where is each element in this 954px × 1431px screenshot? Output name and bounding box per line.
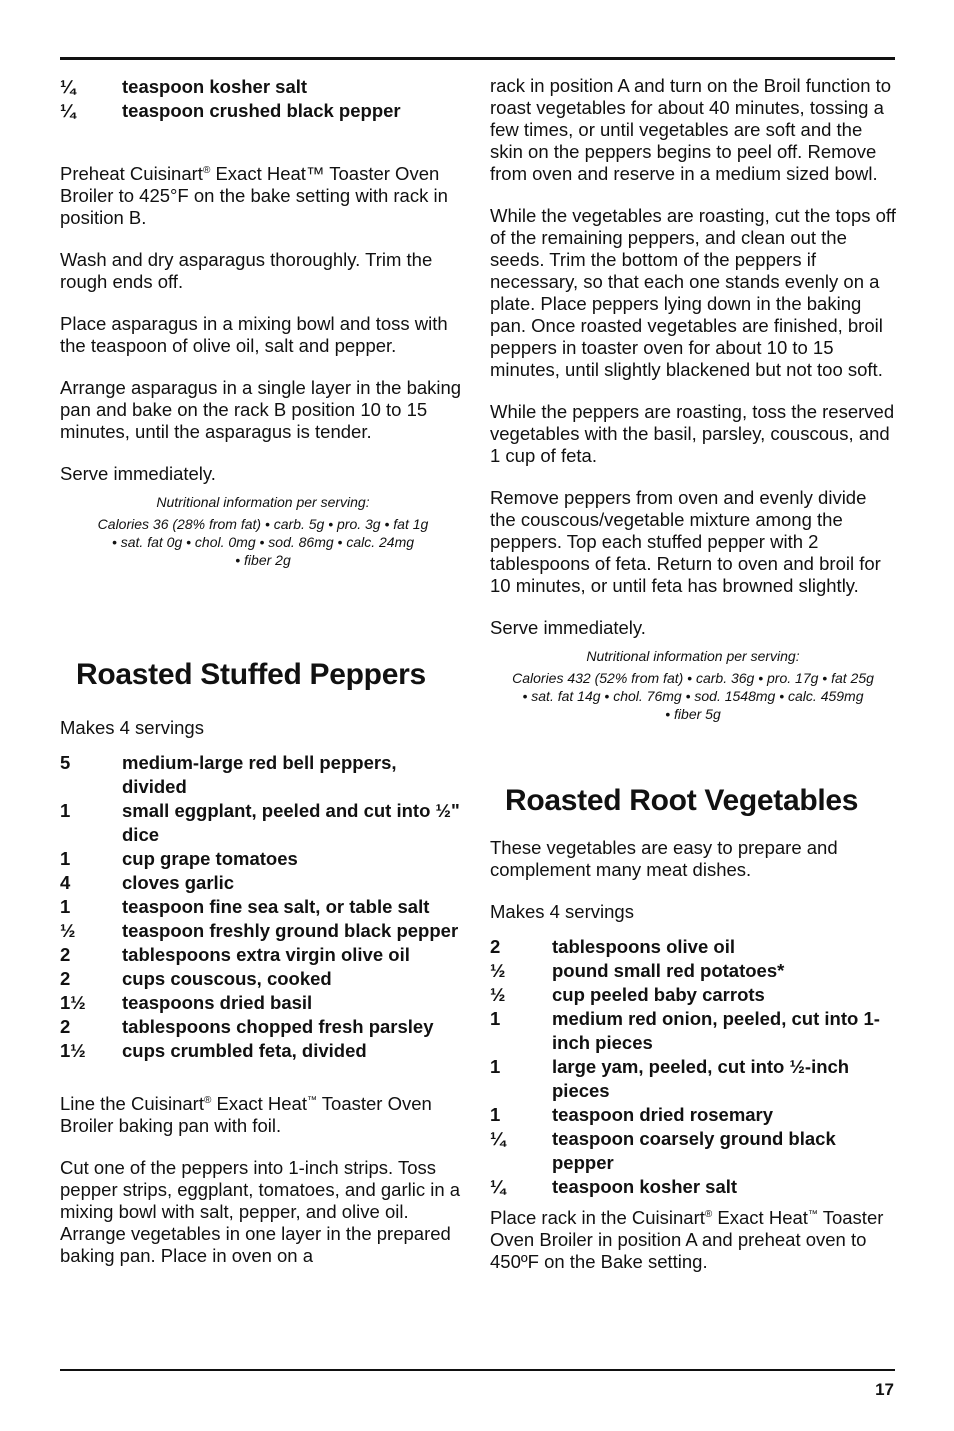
ingredient-text: cups couscous, cooked — [122, 968, 332, 989]
nutrition-line: • fiber 5g — [665, 706, 721, 722]
recipe-title-stuffed-peppers: Roasted Stuffed Peppers — [76, 658, 426, 691]
step-text: Preheat Cuisinart — [60, 163, 203, 184]
ingredient-text: teaspoon coarsely ground black pepper — [552, 1128, 836, 1173]
ingredient-qty: 5 — [60, 752, 71, 773]
ingredient-row — [60, 75, 466, 99]
asparagus-ingredient-list — [60, 75, 466, 123]
left-column — [60, 75, 466, 1267]
step-text: Place rack in the Cuisinart — [490, 1207, 705, 1228]
ingredient-text: cup peeled baby carrots — [552, 984, 765, 1005]
peppers-ingredient-list — [60, 751, 466, 1063]
ingredient-text: cup grape tomatoes — [122, 848, 298, 869]
ingredient-row — [490, 983, 896, 1007]
step-text: Exact Heat — [712, 1207, 808, 1228]
ingredient-text: large yam, peeled, cut into ½-inch pieces — [552, 1056, 850, 1101]
ingredient-row — [490, 1103, 896, 1127]
ingredient-qty: 1 — [60, 896, 71, 917]
ingredient-row — [60, 847, 466, 871]
ingredient-text: small eggplant, peeled and cut into ½" dice — [122, 800, 460, 845]
ingredient-row — [60, 751, 466, 799]
ingredient-text: pound small red potatoes* — [552, 960, 785, 981]
ingredient-row — [490, 935, 896, 959]
registered-mark: ® — [202, 164, 211, 176]
nutrition-heading: Nutritional information per serving: — [586, 648, 800, 664]
step-text: Exact Heat — [211, 1093, 307, 1114]
step-text: Toaster Oven Broiler in position A and preheat oven to 450ºF on the Bake setting. — [490, 1207, 884, 1272]
ingredient-qty: ¼ — [60, 100, 76, 121]
ingredient-row — [60, 967, 466, 991]
ingredient-row — [60, 991, 466, 1015]
step-text: Toaster Oven Broiler baking pan with foil. — [60, 1093, 432, 1136]
registered-mark: ® — [203, 1094, 212, 1106]
servings-text: Makes 4 servings — [490, 901, 634, 922]
asparagus-step-4: Arrange asparagus in a single layer in the baking pan and bake on the rack B position 10 to 15 minutes, until the asparagus is tender. — [60, 377, 462, 442]
ingredient-row — [60, 895, 466, 919]
ingredient-qty: ¼ — [490, 1128, 506, 1149]
ingredient-text: tablespoons chopped fresh parsley — [122, 1016, 434, 1037]
ingredient-qty: ¼ — [60, 76, 76, 97]
ingredient-text: medium-large red bell peppers, divided — [122, 752, 397, 797]
ingredient-text: cloves garlic — [122, 872, 235, 893]
nutrition-line: • sat. fat 0g • chol. 0mg • sod. 86mg • calc. 24mg — [111, 534, 415, 550]
ingredient-row — [60, 871, 466, 895]
ingredient-row — [490, 1127, 896, 1175]
ingredient-qty: 2 — [490, 936, 501, 957]
trademark-mark: ™ — [307, 1094, 317, 1106]
ingredient-row — [490, 1055, 896, 1103]
peppers-step-2: Cut one of the peppers into 1-inch strips. Toss pepper strips, eggplant, tomatoes, and garlic in a mixing bowl with salt, pepper, and olive oil. Arrange vegetables in one layer in the prepared baking pan. Place in oven on a — [60, 1157, 461, 1266]
ingredient-qty: 1½ — [60, 992, 86, 1013]
ingredient-text: tablespoons extra virgin olive oil — [122, 944, 410, 965]
peppers-step-3: While the vegetables are roasting, cut the tops off of the remaining peppers, and clean out the seeds. Trim the bottom of the peppers if necessary, so that each one stands evenly on a plate. Place peppers lying down in the baking pan. Once roasted vegetables are finished, broil peppers in toaster oven for about 10 to 15 minutes, until slightly blackened but not too soft. — [490, 205, 896, 380]
ingredient-text: teaspoon crushed black pepper — [122, 100, 401, 121]
ingredient-row — [60, 99, 466, 123]
nutrition-line: • sat. fat 14g • chol. 76mg • sod. 1548mg • calc. 459mg — [522, 688, 864, 704]
recipe-title-root-vegetables: Roasted Root Vegetables — [505, 784, 859, 817]
root-intro: These vegetables are easy to prepare and complement many meat dishes. — [490, 837, 838, 880]
peppers-step-5: Remove peppers from oven and evenly divide the couscous/vegetable mixture among the peppers. Top each stuffed pepper with 2 tablespoons of feta. Return to oven and broil for 10 minutes, or until feta has browned slightly. — [490, 487, 881, 596]
ingredient-text: tablespoons olive oil — [552, 936, 735, 957]
ingredient-row — [60, 799, 466, 847]
ingredient-row — [490, 1007, 896, 1055]
nutrition-heading: Nutritional information per serving: — [156, 494, 370, 510]
ingredient-row — [60, 943, 466, 967]
ingredient-text: teaspoon kosher salt — [122, 76, 308, 97]
ingredient-qty: ½ — [60, 920, 76, 941]
ingredient-row — [490, 959, 896, 983]
asparagus-nutrition — [60, 493, 466, 569]
registered-mark: ® — [704, 1208, 713, 1220]
asparagus-step-1 — [60, 163, 466, 229]
ingredient-qty: ½ — [490, 984, 506, 1005]
nutrition-line: Calories 36 (28% from fat) • carb. 5g • pro. 3g • fat 1g — [97, 516, 429, 532]
peppers-step-4: While the peppers are roasting, toss the reserved vegetables with the basil, parsley, couscous, and 1 cup of feta. — [490, 401, 895, 466]
ingredient-qty: 1 — [490, 1104, 501, 1125]
ingredient-text: teaspoon dried rosemary — [552, 1104, 774, 1125]
bottom-rule — [60, 1369, 895, 1371]
ingredient-qty: 2 — [60, 968, 71, 989]
peppers-step-1 — [60, 1093, 466, 1137]
ingredient-qty: 1 — [490, 1008, 501, 1029]
ingredient-row — [490, 1175, 896, 1199]
peppers-step-2-continued: rack in position A and turn on the Broil function to roast vegetables for about 40 minutes, tossing a few times, or until vegetables are soft and the skin on the peppers begins to peel off. Remove from oven and reserve in a medium sized bowl. — [490, 75, 892, 184]
trademark-mark: ™ — [807, 1208, 818, 1220]
step-text: Line the Cuisinart — [60, 1093, 204, 1114]
nutrition-line: • fiber 2g — [235, 552, 291, 568]
ingredient-text: medium red onion, peeled, cut into 1-inch pieces — [552, 1008, 880, 1053]
peppers-step-6: Serve immediately. — [490, 617, 646, 638]
ingredient-text: cups crumbled feta, divided — [122, 1040, 367, 1061]
ingredient-row — [60, 1015, 466, 1039]
page-number: 17 — [875, 1380, 894, 1399]
ingredient-qty: 1 — [60, 800, 71, 821]
servings-text: Makes 4 servings — [60, 717, 204, 738]
ingredient-text: teaspoon fine sea salt, or table salt — [122, 896, 430, 917]
nutrition-line: Calories 432 (52% from fat) • carb. 36g • pro. 17g • fat 25g — [512, 670, 874, 686]
ingredient-qty: ¼ — [490, 1176, 506, 1197]
ingredient-row — [60, 919, 466, 943]
ingredient-qty: 1 — [490, 1056, 501, 1077]
ingredient-qty: 1½ — [60, 1040, 86, 1061]
ingredient-qty: ½ — [490, 960, 506, 981]
root-ingredient-list — [490, 935, 896, 1199]
asparagus-step-5: Serve immediately. — [60, 463, 216, 484]
root-step-1 — [490, 1207, 896, 1273]
top-rule — [60, 57, 895, 60]
right-column — [490, 75, 896, 1273]
ingredient-qty: 2 — [60, 944, 71, 965]
ingredient-qty: 2 — [60, 1016, 71, 1037]
peppers-nutrition — [490, 647, 896, 723]
ingredient-row — [60, 1039, 466, 1063]
ingredient-text: teaspoon freshly ground black pepper — [122, 920, 459, 941]
asparagus-step-2: Wash and dry asparagus thoroughly. Trim the rough ends off. — [60, 249, 433, 292]
ingredient-text: teaspoons dried basil — [122, 992, 313, 1013]
ingredient-text: teaspoon kosher salt — [552, 1176, 738, 1197]
asparagus-step-3: Place asparagus in a mixing bowl and toss with the teaspoon of olive oil, salt and pepper. — [60, 313, 448, 356]
ingredient-qty: 1 — [60, 848, 71, 869]
ingredient-qty: 4 — [60, 872, 71, 893]
step-text: Exact Heat™ Toaster Oven Broiler to 425°F on the bake setting with rack in position B. — [60, 163, 448, 228]
